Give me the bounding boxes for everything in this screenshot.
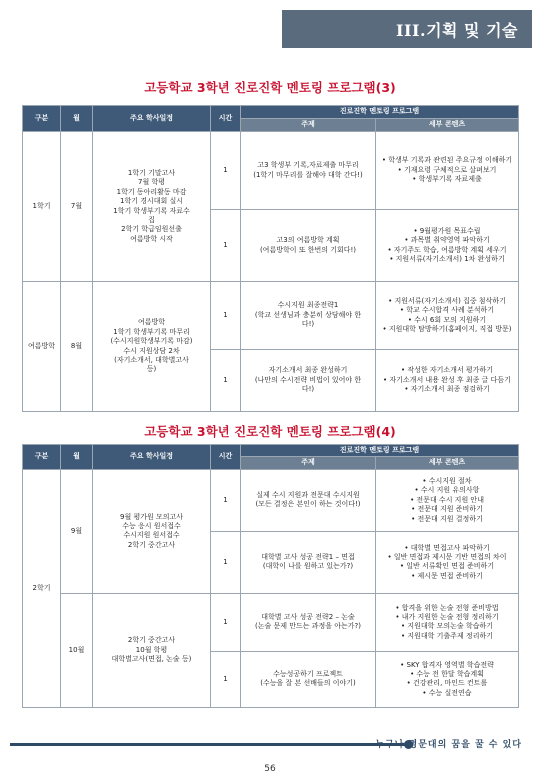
- text-line: • 지원서류(자기소개서) 집중 첨삭하기: [388, 296, 506, 305]
- header-detail: 세부 콘텐츠: [376, 457, 519, 469]
- table4-title: 고등학교 3학년 진로진학 멘토링 프로그램(4): [144, 424, 396, 439]
- text-line: (수능을 잘 본 선배들의 이야기): [260, 679, 356, 688]
- division-cell: 1학기: [23, 132, 61, 282]
- text-line: • 수능 실전연습: [422, 688, 472, 697]
- detail-cell: [376, 469, 519, 531]
- header-theme: 주제: [241, 119, 376, 132]
- text-line: 대학별 고사 성공 전략2 – 논술: [261, 612, 355, 621]
- text-line: • 지원대학 기출주제 정리하기: [401, 631, 493, 640]
- text-line: • 학생부 기록과 관련된 주요규정 이해하기: [381, 156, 513, 165]
- text-line: • 수시지원 절차: [422, 476, 472, 485]
- footer-slogan: 누구나 명문대의 꿈을 꿀 수 있다: [375, 740, 522, 750]
- schedule-cell: [93, 469, 211, 593]
- text-line: (대학이 나를 원하고 있는가?): [262, 562, 354, 571]
- theme-cell: [241, 651, 376, 707]
- text-line: • 기재요령 구체적으로 살펴보기: [397, 165, 497, 174]
- time-cell: 1: [211, 531, 241, 593]
- text-line: • 지원대학 탐방하기(홈페이지, 직접 방문): [382, 324, 512, 333]
- header-month: 월: [61, 445, 93, 470]
- text-line: 집: [148, 215, 155, 224]
- header-schedule: 주요 학사일정: [93, 106, 211, 132]
- theme-cell: [241, 531, 376, 593]
- schedule-cell: [93, 282, 211, 412]
- month-cell: 9월: [61, 469, 93, 593]
- text-line: 다!): [301, 385, 315, 394]
- division-cell: 2학기: [23, 469, 61, 707]
- text-line: (수시지원학생부기록 마감): [110, 337, 193, 346]
- theme-cell: [241, 210, 376, 282]
- time-cell: 1: [211, 651, 241, 707]
- month-cell: 10월: [61, 593, 93, 707]
- text-line: 1학기 경시대회 실시: [120, 197, 183, 206]
- text-line: 1학기 학생부기록 마무리: [113, 327, 190, 336]
- detail-cell: [376, 210, 519, 282]
- schedule-cell: [93, 132, 211, 282]
- table3-title: 고등학교 3학년 진로진학 멘토링 프로그램(3): [144, 80, 396, 95]
- text-line: • 학교 수시합격 사례 분석하기: [399, 306, 495, 315]
- month-cell: 8월: [61, 282, 93, 412]
- header-schedule: 주요 학사일정: [93, 445, 211, 470]
- chapter-title: III.기획 및 기술: [282, 10, 532, 48]
- text-line: 고3 학생부 기록,자료제출 마무리: [257, 161, 359, 170]
- time-cell: 1: [211, 593, 241, 651]
- text-line: (여름방학이 또 한번의 기회다!): [259, 245, 357, 254]
- text-line: • 수시 6회 모의 지원하기: [407, 315, 487, 324]
- schedule-cell: [93, 593, 211, 707]
- text-line: • 자기소개서 내용 완성 후 최종 글 다듬기: [383, 375, 511, 384]
- theme-cell: [241, 282, 376, 350]
- header-division: 구분: [23, 106, 61, 132]
- text-line: • 수능 전 한달 학습계획: [410, 669, 484, 678]
- text-line: • 지원서류(자기소개서) 1차 완성하기: [389, 254, 505, 263]
- text-line: • 합격을 위한 논술 전형 준비방법: [395, 603, 499, 612]
- text-line: (모든 결정은 본인이 하는 것이다!): [255, 500, 361, 509]
- theme-cell: [241, 132, 376, 210]
- header-detail: 세부 콘텐츠: [376, 119, 519, 132]
- text-line: • 건강관리, 마인드 컨트롤: [406, 679, 488, 688]
- text-line: 자기소개서 최종 완성하기: [268, 366, 348, 375]
- detail-cell: [376, 531, 519, 593]
- theme-cell: [241, 469, 376, 531]
- text-line: • 과목별 취약영역 파악하기: [404, 236, 490, 245]
- page-number: 56: [264, 764, 276, 774]
- text-line: • SKY 합격자 영역별 학습전략: [400, 660, 494, 669]
- text-line: 여름방학: [137, 318, 166, 327]
- text-line: 여름방학 시작: [130, 234, 173, 243]
- text-line: 수능성공하기 프로젝트: [273, 669, 343, 678]
- text-line: 대학별고사(면접, 논술 등): [111, 655, 192, 664]
- month-cell: 7월: [61, 132, 93, 282]
- text-line: 등): [146, 365, 157, 374]
- header-division: 구분: [23, 445, 61, 470]
- header-band: [0, 0, 540, 60]
- detail-cell: [376, 350, 519, 412]
- text-line: • 대학별 면접고사 파악하기: [404, 543, 490, 552]
- text-line: 수시지원 원서접수: [123, 531, 180, 540]
- text-line: 2학기 학급임원선출: [121, 225, 182, 234]
- theme-cell: [241, 593, 376, 651]
- detail-cell: [376, 651, 519, 707]
- text-line: 수능 응시 원서접수: [122, 521, 181, 530]
- footer-rule: [10, 743, 405, 746]
- text-line: • 전문대 지원 준비하기: [411, 505, 483, 514]
- text-line: 2학기 중간고사: [127, 540, 176, 549]
- text-line: (논술 문제 만드는 과정을 아는가?): [255, 622, 361, 631]
- text-line: 7월 학평: [138, 178, 165, 187]
- header-month: 월: [61, 106, 93, 132]
- text-line: 1학기 동아리활동 마감: [116, 187, 187, 196]
- text-line: • 전문대 수시 지원 안내: [410, 495, 484, 504]
- header-time: 시간: [211, 445, 241, 470]
- text-line: • 지원대학 모의논술 학습하기: [401, 622, 493, 631]
- time-cell: 1: [211, 132, 241, 210]
- text-line: • 자기소개서 최종 점검하기: [404, 385, 490, 394]
- text-line: (자기소개서, 대학별고사: [114, 355, 189, 364]
- detail-cell: [376, 593, 519, 651]
- text-line: • 자기주도 학습, 여름방학 계획 세우기: [387, 245, 507, 254]
- time-cell: 1: [211, 469, 241, 531]
- table3: [22, 105, 519, 412]
- text-line: • 제시문 면접 준비하기: [411, 571, 483, 580]
- text-line: 수시 지원상담 2차: [123, 346, 180, 355]
- text-line: • 수시 지원 유의사항: [414, 486, 480, 495]
- text-line: 대학별 고사 성공 전략1 – 면접: [261, 552, 355, 561]
- header-program: 진로진학 멘토링 프로그램: [241, 445, 519, 457]
- time-cell: 1: [211, 350, 241, 412]
- text-line: 10월 학평: [135, 645, 168, 654]
- text-line: 다!): [301, 320, 315, 329]
- division-cell: 여름방학: [23, 282, 61, 412]
- theme-cell: [241, 350, 376, 412]
- header-theme: 주제: [241, 457, 376, 469]
- text-line: (나만의 수시전략 비법이 있어야 한: [254, 375, 362, 384]
- header-program: 진로진학 멘토링 프로그램: [241, 106, 519, 119]
- text-line: • 일반 면접과 제시문 기반 면접의 차이: [387, 552, 507, 561]
- detail-cell: [376, 132, 519, 210]
- detail-cell: [376, 282, 519, 350]
- text-line: 1학기 기말고사: [127, 168, 176, 177]
- text-line: 수시지원 최종전략1: [277, 301, 339, 310]
- text-line: • 내가 지원한 논술 전형 정리하기: [395, 612, 499, 621]
- text-line: • 전문대 지원 결정하기: [411, 514, 483, 523]
- text-line: 9월 평가원 모의고사: [120, 512, 183, 521]
- text-line: • 9월평가원 목표수립: [413, 226, 481, 235]
- table4: [22, 444, 519, 708]
- text-line: 2학기 중간고사: [127, 636, 176, 645]
- text-line: • 학생부기록 자료제출: [412, 175, 482, 184]
- text-line: • 작성한 자기소개서 평가하기: [401, 366, 493, 375]
- text-line: (1학기 마무리를 잘해야 대학 간다!): [253, 170, 363, 179]
- text-line: 1학기 학생부기록 자료수: [113, 206, 190, 215]
- header-time: 시간: [211, 106, 241, 132]
- text-line: 실제 수시 지원과 전문대 수시지원: [256, 490, 360, 499]
- time-cell: 1: [211, 282, 241, 350]
- time-cell: 1: [211, 210, 241, 282]
- text-line: • 일반 서류확인 면접 준비하기: [399, 562, 495, 571]
- text-line: 고3의 여름방학 계획: [276, 236, 340, 245]
- text-line: (학교 선생님과 충분히 상담해야 한: [254, 310, 362, 319]
